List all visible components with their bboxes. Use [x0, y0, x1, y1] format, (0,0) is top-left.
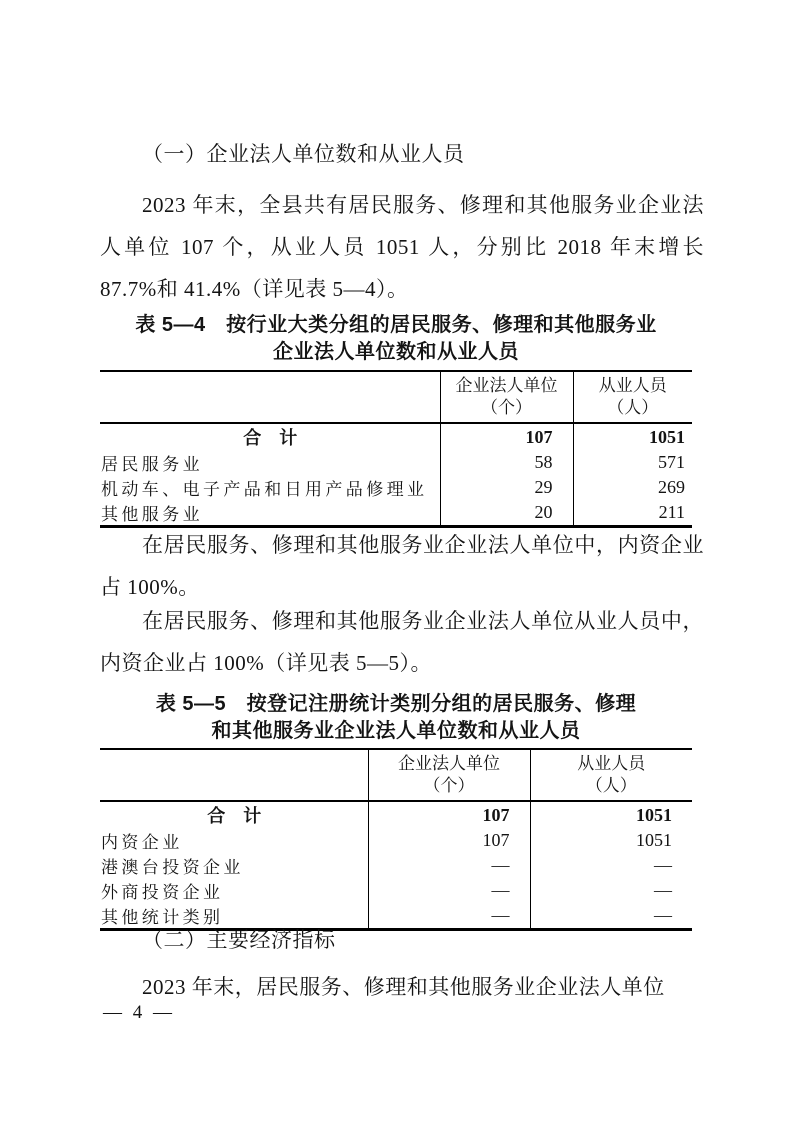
table-5-4-header-row [100, 371, 692, 423]
section-1-heading: （一）企业法人单位数和从业人员 [142, 142, 465, 166]
table-5-4-title-line2: 企业法人单位数和从业人员 [273, 341, 519, 363]
table-row: 合 计 107 1051 [100, 423, 692, 450]
table-row: 合 计 107 1051 [100, 801, 692, 828]
table-row: 港澳台投资企业 — — [100, 853, 692, 878]
table-row: 机动车、电子产品和日用产品修理业 29 269 [100, 475, 692, 500]
table-5-4 [100, 370, 692, 528]
table-row: 其他服务业 20 211 [100, 500, 692, 527]
table-5-4-header-persons: 从业人员 （人） [573, 371, 692, 423]
table-5-5-header-empty [100, 749, 368, 801]
table-5-5-header-row [100, 749, 692, 801]
table-5-5-header-persons: 从业人员 （人） [530, 749, 692, 801]
table-5-5-header-units: 企业法人单位 （个） [368, 749, 530, 801]
page-number: — 4 — [103, 1002, 175, 1023]
table-5-4-title-line1: 表 5—4 按行业大类分组的居民服务、修理和其他服务业 [135, 314, 657, 336]
paragraph-economic-indicators: 2023 年末，居民服务、修理和其他服务业企业法人单位 [142, 975, 665, 999]
table-row: 内资企业 107 1051 [100, 828, 692, 853]
paragraph-domestic-persons: 在居民服务、修理和其他服务业企业法人单位从业人员中，内资企业占 100%（详见表 5—5）。 [100, 609, 704, 675]
table-5-4-header-units: 企业法人单位 （个） [440, 371, 573, 423]
table-row: 外商投资企业 — — [100, 878, 692, 903]
table-5-4-title [100, 312, 692, 366]
paragraph-domestic-units: 在居民服务、修理和其他服务业企业法人单位中，内资企业占 100%。 [100, 533, 704, 599]
table-row: 居民服务业 58 571 [100, 450, 692, 475]
table-row: 其他统计类别 — — [100, 903, 692, 930]
table-5-5-title [100, 691, 692, 745]
table-5-5 [100, 748, 692, 931]
table-5-4-header-empty [100, 371, 440, 423]
table-5-5-title-line2: 和其他服务业企业法人单位数和从业人员 [211, 720, 581, 742]
section-2-heading: （二）主要经济指标 [142, 928, 336, 952]
table-5-5-title-line1: 表 5—5 按登记注册统计类别分组的居民服务、修理 [155, 693, 637, 715]
paragraph-overview: 2023 年末，全县共有居民服务、修理和其他服务业企业法人单位 107 个，从业人员 1051 人，分别比 2018 年末增长 87.7%和 41.4%（详见表 5—4）。 [100, 193, 704, 301]
